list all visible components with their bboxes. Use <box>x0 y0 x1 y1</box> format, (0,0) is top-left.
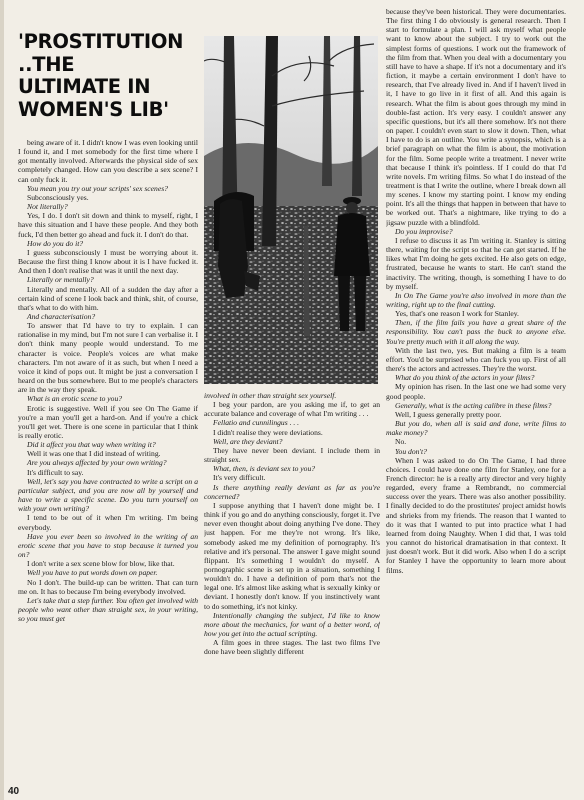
photo-couple-in-woodland <box>204 36 378 384</box>
interview-answer: They have never been deviant. I include them in straight sex. <box>204 445 380 465</box>
interview-question: Have you ever been so involved in the writing of an erotic scene that you have to stop because it turned you on? <box>18 531 198 560</box>
interview-answer: No I don't. The build-up can be written. That can turn me on. It has to because I'm being everybody involved. <box>18 577 198 596</box>
interview-answer: I don't write a sex scene blow for blow, like that. <box>27 559 175 569</box>
interview-answer: I didn't realise they were deviations. <box>213 427 323 437</box>
interview-answer: I tend to be out of it when I'm writing. I'm being everybody. <box>18 513 198 532</box>
headline-line: WOMEN'S LIB' <box>18 97 169 121</box>
page-number: 40 <box>8 786 20 797</box>
interview-question: Well, let's say you have contracted to write a script on a particular subject, and you are now all by yourself and have to write a specific scene. Do you turn yourself on with your own writing? <box>18 476 198 514</box>
interview-answer: When I was asked to do On The Game, I had three choices. I could have done one film for Stanley, one for a French director: he is a really arty director and very highly regarded, every frame a Rembrandt, no commercial success over the years. There was also another possibility. I finally decided to do the prostitutes' project amidst howls and shrieks from my friends. The reason that I wanted to do it was that I wanted to put into practice what I had learned from doing Naughty. When I did that, I was told you cannot do historical dramatisation in that context. It just doesn't work. But it did work. Also when I do a script for Stanley I have the opportunity to learn more about films. <box>386 455 566 575</box>
interview-question: You don't? <box>395 446 427 456</box>
interview-question: Let's take that a step further. You often get involved with people who want other than straight sex, in your writing, so you must get <box>18 595 198 624</box>
interview-answer: To answer that I'd have to try to explain. I can rationalise in my mind, but I'm not sure I can verbalise it. I don't think many people would understand. To me character is voice. People's voices are what make characters. I'm not aware of it as such, but when I need a voice it kind of pops out. It might be just a conversation I heard on the bus somewhere. But to me people's characters are in the way they speak. <box>18 321 198 395</box>
interview-answer: It's very difficult. <box>213 473 266 483</box>
interview-question: Do you improvise? <box>395 226 453 236</box>
interview-question: Are you always affected by your own writing? <box>27 458 167 468</box>
text-column-1 <box>18 138 198 792</box>
interview-question: What, then, is deviant sex to you? <box>213 464 316 474</box>
interview-answer: because they've been historical. They were documentaries. The first thing I do obviously is general research. Then I start to formulate a plan. I will ask myself what people want to know about the subject. I try to work out the simplest forms of questions. I work out the framework of the film from that. When you deal with a documentary you still have to have a shape. If it's not a documentary and it's fiction, it maybe a certain environment I don't have to research, that I've already lived in. And if I haven't lived in it, I have to go live in it first of all. And this again is research. What the film is about goes through my mind in double-fast action. It's very easy. I couldn't answer any specific questions, but it's all there somehow. It's not there on paper. I couldn't even start to slow it down. Then, what I have to do is an outline. You write a synopsis, which is a brief paragraph on what the film is about, the motivation for the film. Some people write a treatment. I never write that because I think it's pointless. If I could do that I'd write novels. I'm writing films. So what I do instead of the treatment is that I write the outline, where I break down all my scenes. I know my starting point. I know my ending point. It's all the things that happen in between that have to be worked out. That's a nightmare, like trying to do a jigsaw puzzle with a blindfold. <box>386 7 566 227</box>
interview-answer: Yes, I do. I don't sit down and think to myself, right, I have this situation and I have these people. And they both fuck, I'd then better go ahead and fuck it. I don't do that. <box>18 211 198 239</box>
interview-question: involved in other than straight sex yourself. <box>204 391 337 400</box>
interview-answer: Yes, that's one reason I work for Stanley. <box>395 309 519 319</box>
interview-question: Did it affect you that way when writing it? <box>27 440 156 450</box>
interview-answer: I suppose anything that I haven't done might be. I think if you go and do anything consciously, forget it. I've never even thought about doing anything I've done. They just happen. For me they're not wrong. It's like, somebody asked me my definition of pornography. It's relative and it's personal. The answer I gave might sound flippant. It's something I wouldn't do myself. A pornographic scene is set up in a situation, something I wouldn't do. I have a definition of porn that's not the legal one. It's almost like asking what is sexually kinky or deviant. I honestly don't know. If you instinctively want to do something, it's not kinky. <box>204 500 380 611</box>
interview-question: How do you do it? <box>27 238 84 248</box>
interview-question: What is an erotic scene to you? <box>27 394 123 404</box>
interview-question: Then, if the film fails you have a great share of the responsibility. You can't pass the buck to anyone else. You're pretty much with it all along the way. <box>386 318 566 346</box>
text-column-2 <box>204 391 380 791</box>
interview-question: Fellatio and cunnilingus . . . <box>213 418 300 428</box>
interview-answer: I beg your pardon, are you asking me if, to get an accurate balance and coverage of what I'm writing . . . <box>204 400 380 419</box>
article-headline <box>18 31 198 121</box>
headline-line: 'PROSTITUTION <box>18 30 184 53</box>
headline-line: ..THE <box>18 52 75 76</box>
interview-question: Not literally? <box>27 202 68 212</box>
interview-answer: Well it was one that I did instead of writing. <box>27 449 161 459</box>
interview-answer: Subconsciously yes. <box>27 192 89 202</box>
headline-line: ULTIMATE IN <box>18 75 151 98</box>
interview-answer: With the last two, yes. But making a film is a team effort. You'd be surprised who can fuck you up. First of all there's the actors and actresses. They're the worst. <box>386 345 566 374</box>
interview-answer: I refuse to discuss it as I'm writing it. Stanley is sitting there, waiting for the script so that he can get started. If he likes what I'm doing he gets excited. He also gets on edge, frustrated, because he wants to start. He can't stand the inactivity. The writing, though, is something I have to do by myself. <box>386 235 566 291</box>
interview-answer: No. <box>395 437 407 447</box>
interview-question: Literally or mentally? <box>27 275 94 285</box>
interview-question: And characterisation? <box>27 311 96 321</box>
interview-answer: It's difficult to say. <box>27 467 84 477</box>
interview-question: What do you think of the actors in your films? <box>395 373 535 383</box>
interview-question: Well you have to put words down on paper. <box>27 568 158 578</box>
interview-answer: Erotic is suggestive. Well if you see On The Game if you're a man you'll get a hard-on. And if you're a chick you'll get wet. There is one scene in particular that I think is really erotic. <box>18 403 198 440</box>
interview-answer: A film goes in three stages. The last two films I've done have been slightly different <box>204 638 380 657</box>
interview-answer: My opinion has risen. In the last one we had some very good people. <box>386 382 566 401</box>
interview-answer: Well, I guess generally pretty poor. <box>395 409 502 419</box>
interview-answer: I guess subconsciously I must be worrying about it. Because the first thing I know about it is I have fucked it. And then I don't realise that was it until the next day. <box>18 247 198 276</box>
page-gutter <box>0 0 4 800</box>
interview-question: Intentionally changing the subject, I'd like to know more about the mechanics, for want of a better word, of how you get into the actual scripting. <box>204 610 380 639</box>
interview-question: You mean you try out your scripts' sex scenes? <box>27 183 168 193</box>
interview-question: Generally, what is the acting calibre in these films? <box>395 400 552 410</box>
text-column-3 <box>386 7 566 791</box>
interview-question: But you do, when all is said and done, write films to make money? <box>386 419 566 438</box>
interview-answer: being aware of it. I didn't know I was even looking until I found it, and I met somebody for the first time where I got mentally involved. Afterwards the physical side of sex completely changed. How can you describe a sex scene? I can only fuck it. <box>18 138 198 184</box>
interview-question: Is there anything really deviant as far as you're concerned? <box>204 482 380 501</box>
interview-answer: Literally and mentally. All of a sudden the day after a certain kind of scene I look back and think, shit, of course, that's what to do with him. <box>18 284 198 312</box>
interview-question: In On The Game you're also involved in more than the writing, right up to the final cutting. <box>386 290 566 309</box>
interview-question: Well, are they deviant? <box>213 436 283 446</box>
